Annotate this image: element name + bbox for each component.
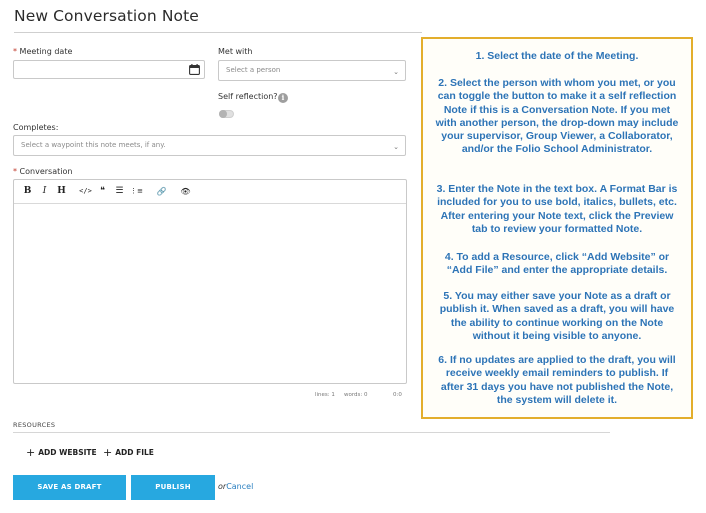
cursor-position: 0:0 [393, 392, 402, 398]
or-text: or [218, 482, 227, 491]
plus-icon: + [26, 446, 36, 459]
resources-label: RESOURCES [13, 421, 56, 429]
completes-select[interactable] [13, 135, 406, 156]
chevron-down-icon: ⌄ [393, 143, 399, 151]
required-mark: * [13, 167, 17, 176]
link-icon[interactable]: 🔗 [156, 187, 167, 196]
conversation-editor[interactable] [13, 179, 407, 384]
required-mark: * [13, 47, 17, 56]
instructions-callout [421, 37, 693, 419]
quote-icon[interactable]: ❝ [100, 186, 105, 196]
save-as-draft-button[interactable]: SAVE AS DRAFT [13, 475, 126, 500]
instruction-step-2: 2. Select the person with whom you met, or you can toggle the button to make it a self reflection Note if this is a Conversation Note. If you met with another person, the drop-down may include your supervisor, Group Viewer, a Collaborator, and/or the Folio School Administrator. [435, 77, 679, 156]
numbered-list-icon[interactable]: ⋮≡ [130, 187, 143, 195]
cancel-link[interactable]: Cancel [226, 482, 254, 491]
page-title: New Conversation Note [14, 7, 199, 25]
self-reflection-toggle[interactable] [219, 110, 234, 118]
instruction-step-1: 1. Select the date of the Meeting. [475, 50, 639, 62]
publish-button[interactable]: PUBLISH [131, 475, 215, 500]
chevron-down-icon: ⌄ [393, 68, 399, 76]
add-website-button[interactable] [26, 446, 97, 459]
resources-divider [13, 432, 610, 433]
add-website-label: ADD WEBSITE [38, 448, 97, 457]
conversation-label [13, 167, 72, 176]
italic-button[interactable]: I [42, 186, 47, 196]
instruction-step-4: 4. To add a Resource, click “Add Website” or “Add File” and enter the appropriate details. [444, 251, 670, 277]
completes-placeholder: Select a waypoint this note meets, if any. [21, 141, 166, 149]
meeting-date-label [13, 47, 72, 56]
met-with-placeholder: Select a person [226, 66, 281, 74]
instruction-step-6: 6. If no updates are applied to the draft, you will receive weekly email reminders to publish. If after 31 days you have not published the Note, the system will delete it. [438, 354, 676, 406]
title-divider [14, 32, 422, 33]
completes-label: Completes: [13, 123, 59, 132]
met-with-label: Met with [218, 47, 253, 56]
info-icon[interactable]: i [278, 93, 288, 103]
plus-icon: + [103, 446, 113, 459]
meeting-date-input[interactable] [13, 60, 205, 79]
instruction-step-3: 3. Enter the Note in the text box. A Format Bar is included for you to use bold, italics, bullets, etc. After entering your Note text, click the Preview tab to review your formatted Note. [436, 183, 678, 235]
met-with-select[interactable] [218, 60, 406, 81]
self-reflection-label: Self reflection? [218, 92, 278, 101]
calendar-icon[interactable] [189, 64, 200, 75]
line-count: lines: 1 [315, 392, 335, 398]
bold-button[interactable]: B [23, 186, 32, 196]
code-icon[interactable]: </> [79, 187, 92, 195]
word-count: words: 0 [344, 392, 368, 398]
add-file-button[interactable] [103, 446, 154, 459]
meeting-date-label-text: Meeting date [19, 47, 73, 56]
or-cancel [218, 482, 253, 491]
instruction-step-5: 5. You may either save your Note as a draft or publish it. When saved as a draft, you will have the ability to continue working on the Note without it being visible to anyone. [439, 290, 675, 342]
add-file-label: ADD FILE [115, 448, 154, 457]
conversation-label-text: Conversation [19, 167, 73, 176]
format-toolbar [14, 180, 406, 204]
toggle-knob [219, 110, 227, 118]
preview-eye-icon[interactable]: 👁 [180, 187, 191, 196]
bullet-list-icon[interactable]: ☰ [115, 186, 124, 196]
heading-button[interactable]: H [57, 186, 66, 196]
